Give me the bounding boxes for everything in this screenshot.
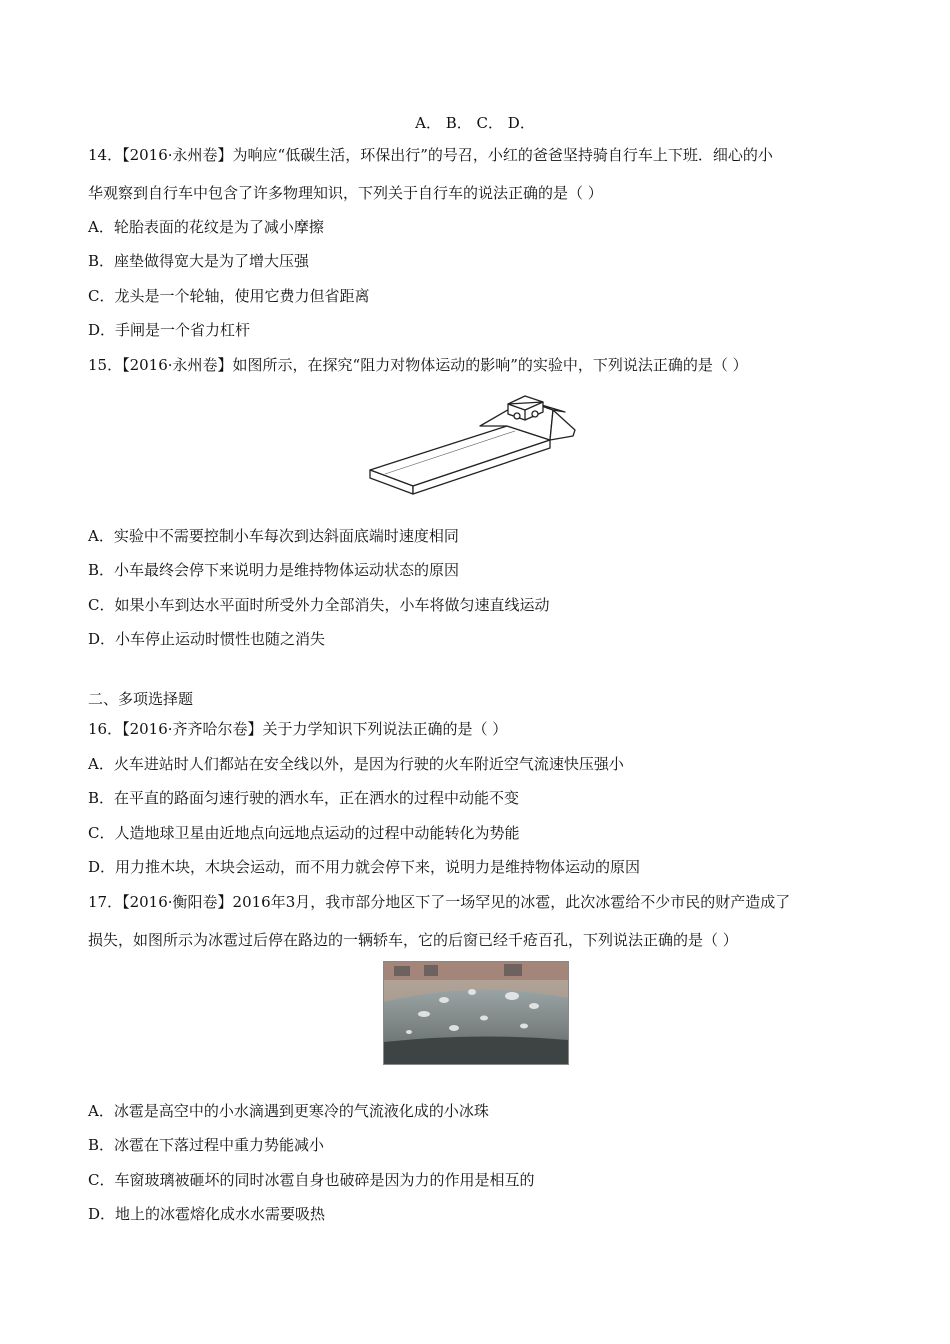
q15-option-d: D．小车停止运动时惯性也随之消失 (88, 630, 326, 648)
q14-option-b: B．座垫做得宽大是为了增大压强 (88, 252, 310, 270)
q15-stem-line1: 15．【2016·永州卷】如图所示，在探究“阻力对物体运动的影响”的实验中，下列说法正确的是（ ） (88, 356, 748, 374)
q16-option-d: D．用力推木块，木块会运动，而不用力就会停下来，说明力是维持物体运动的原因 (88, 858, 641, 876)
q16-stem-line1: 16．【2016·齐齐哈尔卷】关于力学知识下列说法正确的是（ ） (88, 720, 508, 738)
q14-option-a: A．轮胎表面的花纹是为了减小摩擦 (88, 218, 324, 236)
q15-option-c: C．如果小车到达水平面时所受外力全部消失，小车将做匀速直线运动 (88, 596, 550, 614)
q17-option-c: C．车窗玻璃被砸坏的同时冰雹自身也破碎是因为力的作用是相互的 (88, 1171, 535, 1189)
q17-stem-line1: 17．【2016·衡阳卷】2016年3月，我市部分地区下了一场罕见的冰雹，此次冰雹给不少市民的财产造成了 (88, 893, 791, 911)
section-title: 二、多项选择题 (88, 690, 194, 708)
q14-stem-line2: 华观察到自行车中包含了许多物理知识，下列关于自行车的说法正确的是（ ） (88, 184, 603, 202)
q17-option-a: A．冰雹是高空中的小水滴遇到更寒冷的气流液化成的小冰珠 (88, 1102, 489, 1120)
q17-stem-line2: 损失，如图所示为冰雹过后停在路边的一辆轿车，它的后窗已经千疮百孔，下列说法正确的是（ ） (88, 931, 738, 949)
q16-option-b: B．在平直的路面匀速行驶的洒水车，正在洒水的过程中动能不变 (88, 789, 520, 807)
q14-option-c: C．龙头是一个轮轴，使用它费力但省距离 (88, 287, 370, 305)
q16-option-c: C．人造地球卫星由近地点向远地点运动的过程中动能转化为势能 (88, 824, 520, 842)
previous-question-options: A． B． C． D． (415, 114, 535, 132)
q14-stem-line1: 14．【2016·永州卷】为响应“低碳生活，环保出行”的号召，小红的爸爸坚持骑自行车上下班．细心的小 (88, 146, 773, 164)
q16-option-a: A．火车进站时人们都站在安全线以外，是因为行驶的火车附近空气流速快压强小 (88, 755, 624, 773)
q17-option-b: B．冰雹在下落过程中重力势能减小 (88, 1136, 325, 1154)
q15-option-a: A．实验中不需要控制小车每次到达斜面底端时速度相同 (88, 527, 459, 545)
hail-car-photo (383, 961, 569, 1065)
ramp-cart-figure (365, 390, 585, 500)
q15-option-b: B．小车最终会停下来说明力是维持物体运动状态的原因 (88, 561, 460, 579)
q14-option-d: D．手闸是一个省力杠杆 (88, 321, 251, 339)
q17-option-d: D．地上的冰雹熔化成水水需要吸热 (88, 1205, 326, 1223)
